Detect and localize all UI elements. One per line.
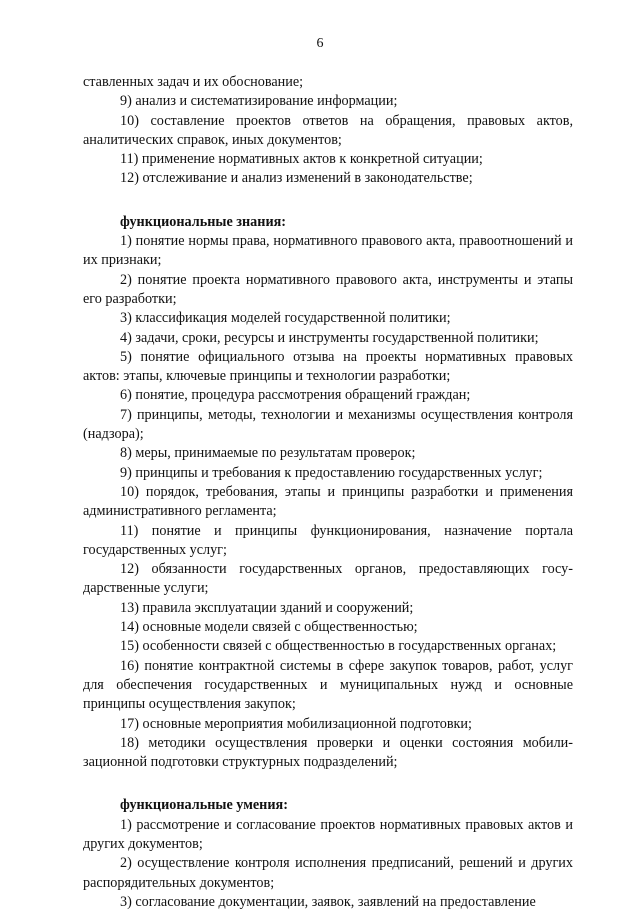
list-item: 2) осуществление контроля исполнения предписаний, решений и других распорядительных документов;	[83, 855, 573, 891]
list-item: 1) понятие нормы права, нормативного правового акта, правоотношений и их признаки;	[83, 233, 573, 269]
list-item: 9) анализ и систематизирование информации;	[120, 93, 398, 110]
list-item: 18) методики осуществления проверки и оценки состояния мобилизационной подготовки структурных подразделений;	[83, 734, 573, 771]
list-item: 3) классификация моделей государственной политики;	[120, 310, 451, 327]
knowledge-section	[83, 213, 573, 773]
list-item: 14) основные модели связей с общественностью;	[120, 619, 418, 636]
list-item: 15) особенности связей с общественностью в государственных органах;	[120, 638, 557, 655]
list-item: 12) обязанности государственных органов, предоставляющих государственные услуги;	[83, 561, 573, 597]
list-item: 5) понятие официального отзыва на проекты нормативных правовых актов: этапы, ключевые принципы и технологии разработки;	[83, 348, 573, 385]
continuation-line: ставленных задач и их обоснование;	[83, 74, 304, 90]
skills-section	[83, 796, 573, 912]
list-item: 1) рассмотрение и согласование проектов нормативных правовых актов и других документов;	[83, 816, 573, 852]
knowledge-heading: функциональные знания:	[120, 213, 287, 230]
list-item: 12) отслеживание и анализ изменений в законодательстве;	[120, 170, 473, 187]
list-item: 8) меры, принимаемые по результатам проверок;	[120, 445, 416, 462]
list-item: 3) согласование документации, заявок, заявлений на предоставление	[120, 893, 536, 910]
list-item: 6) понятие, процедура рассмотрения обращений граждан;	[120, 387, 471, 404]
list-item: 16) понятие контрактной системы в сфере закупок товаров, работ, услуг для обеспечения государственных и муниципальных нужд и основные принципы осуществления закупок;	[83, 657, 573, 713]
list-item: 10) составление проектов ответов на обращения, правовых актов, аналитических справок, иных документов;	[83, 112, 573, 148]
spacer	[83, 772, 573, 796]
page-number: 6	[316, 36, 324, 51]
skills-heading: функциональные умения:	[120, 797, 288, 814]
list-item: 4) задачи, сроки, ресурсы и инструменты государственной политики;	[120, 329, 539, 346]
list-item: 10) порядок, требования, этапы и принципы разработки и применения административного регламента;	[83, 483, 573, 520]
spacer	[83, 189, 573, 213]
list-a	[83, 92, 573, 188]
document-body	[83, 73, 573, 912]
list-item: 2) понятие проекта нормативного правового акта, инструменты и этапы его разработки;	[83, 271, 573, 307]
list-item: 11) применение нормативных актов к конкретной ситуации;	[120, 151, 483, 168]
list-item: 9) принципы и требования к предоставлению государственных услуг;	[120, 464, 543, 481]
list-item: 7) принципы, методы, технологии и механизмы осуществления контроля (надзора);	[83, 406, 573, 443]
list-item: 11) понятие и принципы функционирования, назначение портала государственных услуг;	[83, 522, 573, 558]
list-item: 17) основные мероприятия мобилизационной подготовки;	[120, 715, 472, 732]
list-item: 13) правила эксплуатации зданий и сооружений;	[120, 599, 414, 616]
